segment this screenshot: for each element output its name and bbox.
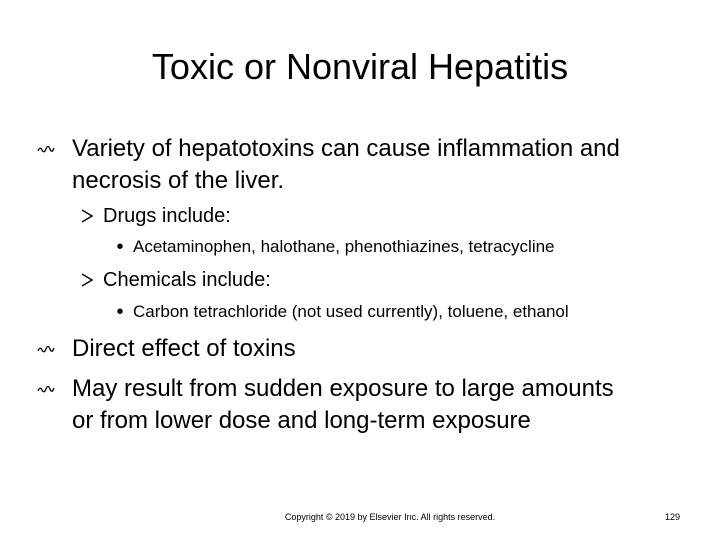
bullet-glyph-icon — [34, 133, 58, 165]
bullet-text-direct-effect: Direct effect of toxins — [72, 335, 296, 362]
bullet-text-exposure: May result from sudden exposure to large amounts or from lower dose and long-term exposure — [72, 375, 614, 434]
arrowhead-bullet-icon — [79, 203, 95, 229]
sub-sub-bullet-chemicals-list: Carbon tetrachloride (not used currently), toluene, ethanol — [133, 302, 569, 321]
copyright-footer: Copyright © 2019 by Elsevier Inc. All rights reserved. — [284, 512, 496, 522]
arrowhead-bullet-icon — [79, 267, 95, 293]
sub-bullet-drugs: Drugs include: — [103, 205, 231, 227]
slide-title: Toxic or Nonviral Hepatitis — [151, 46, 569, 87]
page-number: 129 — [664, 512, 680, 522]
sub-sub-bullet-drugs-list: Acetaminophen, halothane, phenothiazines, tetracycline — [133, 237, 555, 256]
bullet-text-hepatotoxins: Variety of hepatotoxins can cause inflammation and necrosis of the liver. — [72, 135, 620, 194]
dot-bullet-icon: • — [116, 236, 124, 258]
bullet-glyph-icon — [34, 333, 58, 365]
dot-bullet-icon: • — [116, 301, 124, 323]
bullet-glyph-icon — [34, 373, 58, 405]
sub-bullet-chemicals: Chemicals include: — [103, 269, 271, 291]
